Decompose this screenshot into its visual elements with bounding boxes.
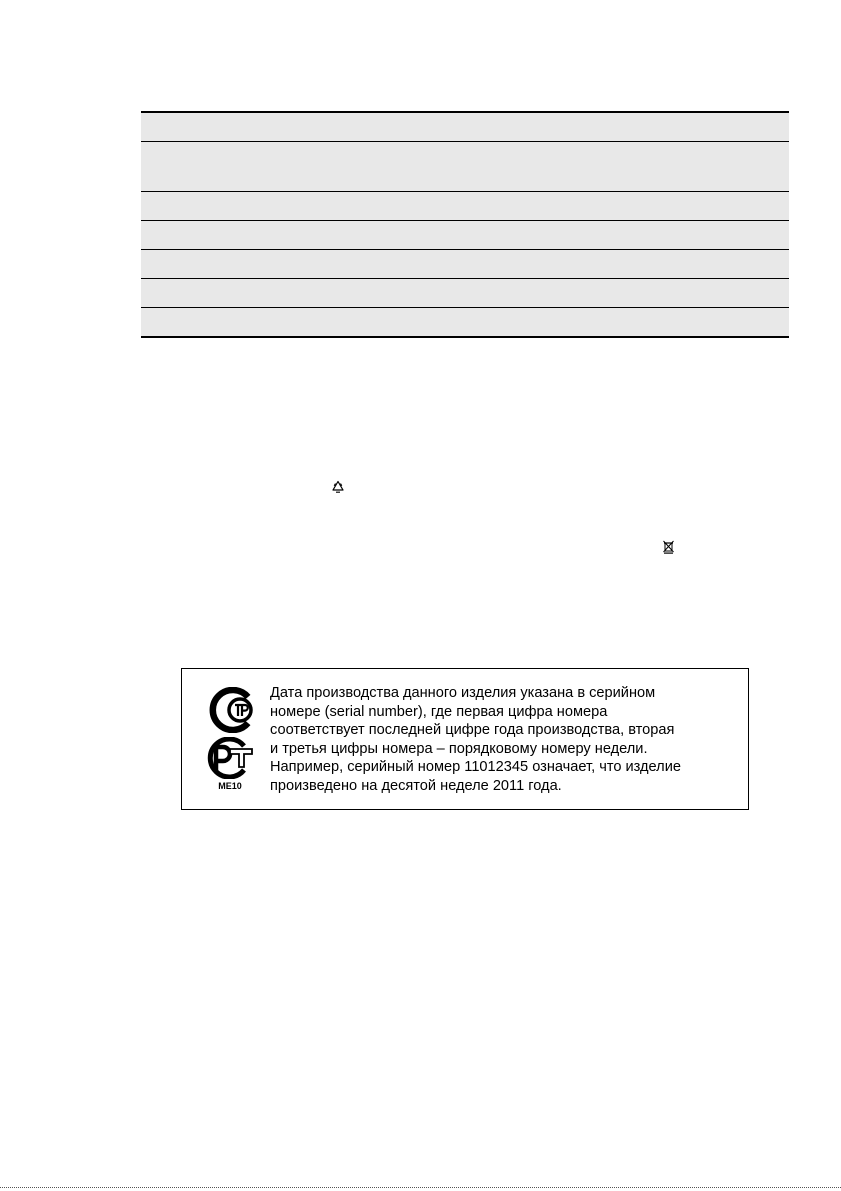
table-row xyxy=(141,279,789,308)
eac-tr-mark-icon xyxy=(204,687,256,733)
certification-code: ME10 xyxy=(218,781,242,791)
table-row xyxy=(141,113,789,142)
notice-line: Например, серийный номер 11012345 означает, что изделие xyxy=(270,759,681,776)
notice-line: соответствует последней цифре года производства, вторая xyxy=(270,722,675,739)
recycle-icon xyxy=(331,480,345,494)
notice-line: номере (serial number), где первая цифра номера xyxy=(270,703,608,720)
table-row xyxy=(141,142,789,192)
table-row xyxy=(141,250,789,279)
table-row xyxy=(141,221,789,250)
page-bottom-rule xyxy=(0,1187,841,1188)
rst-certification-mark-icon xyxy=(206,737,254,779)
table-row xyxy=(141,308,789,336)
notice-text xyxy=(270,684,742,796)
crossed-bin-icon xyxy=(663,540,674,554)
notice-line: и третья цифры номера – порядковому номеру недели. xyxy=(270,740,648,757)
production-date-notice xyxy=(181,668,749,810)
table-row xyxy=(141,192,789,221)
spec-table xyxy=(141,111,789,338)
notice-line: произведено на десятой неделе 2011 года. xyxy=(270,777,562,794)
notice-line: Дата производства данного изделия указана в серийном xyxy=(270,685,656,701)
